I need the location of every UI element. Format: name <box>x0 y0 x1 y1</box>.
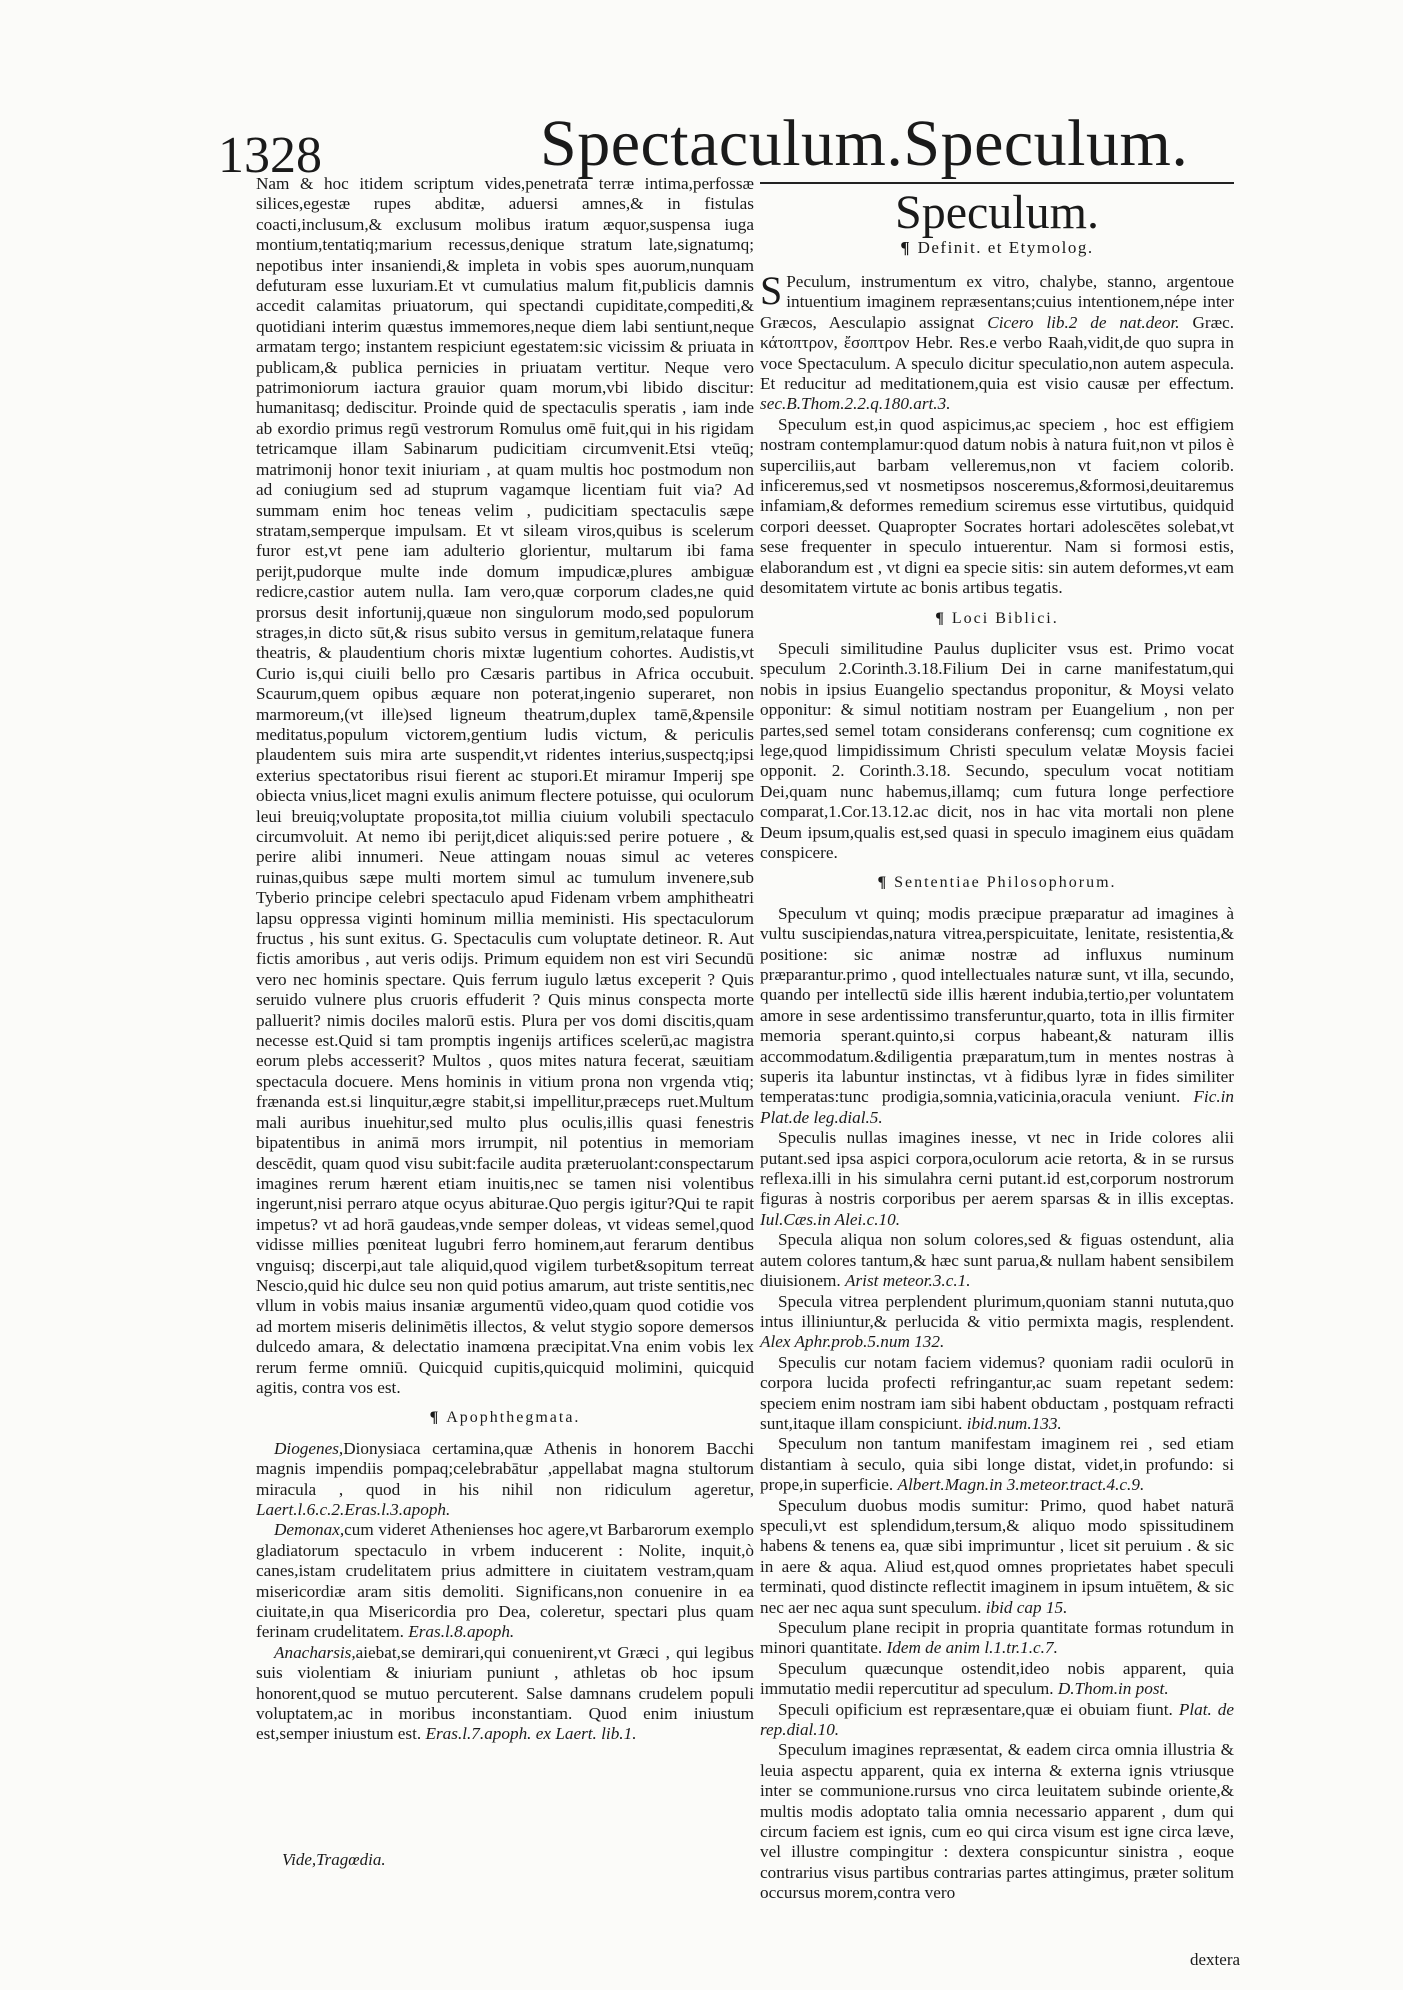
apophthegm-entry: Demonax,cum videret Athenienses hoc agere,vt Barbarorum exemplo gladiatorum spectaculo in vrbem inducerent : Nolite, inquit,ò canes,istam crudelitatem prius admittere in ciuitatem vestram,quam misericordiæ aram sitis demoliti. Significans,non conuenire in ea ciuitate,in qua Misericordia pro Dea, coleretur, spectari plus quam ferinam crudelitatem. Eras.l.8.apoph. <box>256 1520 754 1642</box>
definitio-paragraph: S Peculum, instrumentum ex vitro, chalybe, stanno, argentoue intuentium imaginem repræsentans;cuius intentionem,népe inter Græcos, Aesculapio assignat Cicero lib.2 de nat.deor. Græc. κάτοπτρον, ἔσοπτρον Hebr. Res.e verbo Raah,vidit,de quo supra in voce Spectaculum. A speculo dicitur speculatio,non autem aspecula. Et reducitur ad meditationem,quia est visio causæ per effectum. sec.B.Thom.2.2.q.180.art.3. <box>760 268 1234 414</box>
left-column <box>256 174 754 1745</box>
pilcrow-icon: ¶ <box>900 238 910 257</box>
spectaculum-paragraph: Nam & hoc itidem scriptum vides,penetrata terræ intima,perfossæ silices,egestæ rupes abditæ, aduersi amnes,& in fistulas coacti,inclusum,& exclusum molibus iratum æquor,suspensa iuga montium,tentatiq;marium recessus,denique stratum late,signatumq; nepotibus inter insaniendi,& impleta in vobis spes auorum,nunquam defuturam esse luxuriam.Et vt cumulatius malum fit,publicis damnis accedit calamitas priuatorum, qui spectandi cupiditate,compediti,& quotidiani interim quæstus immemores,neque diem labi sentiunt,neque armatam tergo; instantem respiciunt egestatem:sic vicissim & priuata in publicam,& publica pernicies in priuatam vertitur. Neque vero patrimoniorum iactura grauior quam morum,vbi libido discitur: humanitasq; dediscitur. Proinde quid de spectaculis speratis , iam inde ab exordio primus regū vestrorum Romulus omē fuit,qui in his rigidam tetricamque illam Sabinarum pudicitiam circumvenit.Etsi vteūq; matrimonij honor texit iniuriam , at quam multis hoc postmodum non ad coniugium sed ad stuprum vagamque licentiam fuit via? Ad summam enim hoc teneas velim , pudicitiam spectaculis sæpe stratam,semperque impulsam. Et vt sileam viros,quibus is scelerum furor est,vt pene iam adulterio glorientur, multarum ibi fama perijt,pudorque multe inde domum impudicæ,plures ambiguæ redicre,castior autem nulla. Iam vero,quæ corporum clades,ne quid prorsus desit infortunij,quæue non singulorum modo,sed populorum strages,in dicto sūt,& risus subito versus in gemitum,relataque funera theatris, & plaudentium choris mixtæ lugentium cohortes. Audistis,vt Curio is,qui ciuili bello pro Cæsaris partibus in Africa occubuit. Scaurum,quem opibus æquare non poterat,ingenio superaret, non marmoreum,(vt ille)sed ligneum theatrum,duplex tamē,&pensile meditatus,populum victorem,gentium ludis victum, & periculis plaudentem suis mira arte suspendit,vt ridentes interius,suspectq;ipsi exterius spectatoribus risui fierent ac stupori.Et miramur Imperij spe obiecta vnius,licet magni exulis animum flectere potuisse, qui oculorum leui breuiq;voluptate proposita,tot millia ciuium volubili spectaculo circumvoluit. At nemo ibi perijt,dicet aliquis:sed perire potuere , & perire alibi innumeri. Neue attingam nouas simul ac veteres ruinas,quibus sæpe multi mortem simul ac tumulum invenere,sub Tyberio principe celebri spectaculo apud Fidenam vrbem amphitheatri lapsu oppressa viginti hominum millia meministi. His spectaculorum fructus , his sunt exitus. G. Spectaculis cum voluptate detineor. R. Aut fictis amoribus , aut veris odijs. Primum equidem non est viri Secundū vero nec hominis spectare. Quis ferrum iugulo lætus exceperit ? Quis seruido vulnere plus cruoris effuderit ? Quis minus conspecta morte palluerit? nimis dociles malorū estis. Plura per vos domi discitis,quam necesse est.Quid si tam promptis ingenijs artifices scelerū,ac magistra eorum plebs accesserit? Multos , quos mites natura fecerat, sæuitiam spectacula docuere. Mens hominis in vitium prona non vrgenda vtiq; frænanda est.si linquitur,ægre stabit,si impellitur,præceps ruet.Multum mali auribus inuehitur,sed multo plus oculis,illis quasi fenestris bipatentibus in animā mors irrumpit, nil potentius in memoriam descēdit, quam quod visu subit:facile audita præteruolant:conspectarum imagines rerum hærent etiam inuitis,nec se tamen nisi volentibus ingerunt,nisi perraro atque ocyus abiturae.Quo pergis igitur?Qui te rapit impetus? vt ad horā gaudeas,vnde semper doleas, vt videas semel,quod vidisse millies pœniteat lugubri ferro hominem,aut ferarum dentibus vnguisq; discerpi,aut tale aliquid,quod vigilem turbet&sopitum terreat Nescio,quid hic dulce seu non quid potius amarum, aut triste sentitis,nec vllum in vobis maius insaniæ argumentū video,quam quod cotidie vos ad mortem miseris delinimētis illectos, & velut stygio sopore demersos dulcedo amara, & delectatio inamœna præcipitat.Vna enim vobis lex rerum ferme omniū. Quicquid cupitis,quicquid molimini, quicquid agitis, contra vos est. <box>256 174 754 1397</box>
sententia-entry: Speculis cur notam faciem videmus? quoniam radii oculorū in corpora lucida profecti refringantur,ac suam repetant sedem: speciem enim nostram iam sibi habent obductam , postquam refracti sunt,itaque illam conspiciunt. ibid.num.133. <box>760 1352 1234 1433</box>
page-number: 1328 <box>218 127 322 184</box>
philosophorum-heading: ¶ Sententiae Philosophorum. <box>877 874 1117 892</box>
sententia-entry: Speculi opificium est repræsentare,quæ ei obuiam fiunt. Plat. de rep.dial.10. <box>760 1699 1234 1740</box>
sententia-entry: Speculis nullas imagines inesse, vt nec in Iride colores alii putant.sed ipsa aspici corpora,oculorum acie retorta, & in se rursus reflexa.illi in his simulahra cerni putant.id est,corporum nostrorum figuras à nostris corporibus per aerem sparsas & in illis exceptas. Iul.Cæs.in Alei.c.10. <box>760 1128 1234 1229</box>
apophthegm-entry: Anacharsis,aiebat,se demirari,qui conuenirent,vt Græci , qui legibus suis violentiam & iniuriam puniunt , athletas ob hoc ipsum honorent,quod se mutuo percuterent. Salse damnans crudelem populi voluptatem,ac in moribus inconstantiam. Quod enim iniustum est,semper iniustum est. Eras.l.7.apoph. ex Laert. lib.1. <box>256 1642 754 1744</box>
sententia-entry: Speculum duobus modis sumitur: Primo, quod habet naturā speculi,vt est splendidum,tersum,& aliquo modo spissitudinem habens & tenens ea, quæ sibi imprimuntur , licet sit peruium . & sic in aere & aqua. Aliud est,quod omnes proprietates habet speculi terminati, quod distincte reflectit imaginem in ipsum intuētem, & sic nec aer nec aqua sunt speculum. ibid cap 15. <box>760 1495 1234 1617</box>
definitio-heading: ¶ Definit. et Etymolog. <box>900 238 1094 257</box>
sententia-entry: Specula aliqua non solum colores,sed & figuas ostendunt, alia autem colores tantum,& hæc sunt parua,& nullam habent sensibilem diuisionem. Arist meteor.3.c.1. <box>760 1230 1234 1291</box>
sententia-entry: Speculum plane recipit in propria quantitate formas rotundum in minori quantitate. Idem de anim l.1.tr.1.c.7. <box>760 1618 1234 1658</box>
sententia-entry: Speculum vt quinq; modis præcipue præparatur ad imagines à vultu suscipiendas,natura vitrea,perspicuitate, lenitate, resistentia,& positione: sic animæ nostræ ad influxus numinum præparantur.primo , quod intellectuales naturæ sunt, vt illa, secundo, quando per intellectū side illis hærent indubia,tertio,per voluntatem amore in sese ardentissimo transferuntur,quarto, tota in illis firmiter memoria sperant.quinto,si corpus habeant,& naturam illis accommodatum.&diligentia præparatum,tum in mentes nostras à superis ita labuntur instinctas, vt à fidibus lyræ in fides similiter temperatas:tunc prodigia,somnia,vaticinia,oracula veniunt. Fic.in Plat.de leg.dial.5. <box>760 903 1234 1127</box>
sententia-entry: Specula vitrea perplendent plurimum,quoniam stanni nututa,quo intus illiniuntur,& perlucida & vitio permixta magis, resplendent. Alex Aphr.prob.5.num 132. <box>760 1291 1234 1352</box>
apophthegm-entry: Diogenes,Dionysiaca certamina,quæ Athenis in honorem Bacchi magnis impendiis pompaq;celebrabātur ,appellabat magna stultorum miracula , quod in his nihil non ridiculum ageretur, Laert.l.6.c.2.Eras.l.3.apoph. <box>256 1438 754 1519</box>
pilcrow-icon: ¶ <box>429 1409 439 1427</box>
sententia-entry: Speculum non tantum manifestam imaginem rei , sed etiam distantiam à seculo, quia sibi longe distat, videt,in profundo: si prope,in superficie. Albert.Magn.in 3.meteor.tract.4.c.9. <box>760 1434 1234 1495</box>
definitio-paragraph: Speculum est,in quod aspicimus,ac speciem , hoc est effigiem nostram contemplamur:quod datum nobis à natura fuit,non vt pilos è superciliis,aut barbam velleremus,non vt faciem colorib. inficeremus,sed vt nosmetipsos nosceremus,&formosi,deuitaremus infamiam,& deformes remedium sciremus esse virtutibus, quidquid corpori deesset. Quapropter Socrates hortari adolescētes solebat,vt sese frequenter in speculo intuerentur. Nam si formosi estis, elaborandum est , vt digni ea specie sitis: sin autem deformes,vt eam desomitatem virtute ac bonis artibus tegatis. <box>760 414 1234 598</box>
pilcrow-icon: ¶ <box>935 609 944 627</box>
sententia-entry: Speculum quæcunque ostendit,ideo nobis apparent, quia immutatio medii repercutitur ad speculum. D.Thom.in post. <box>760 1658 1234 1699</box>
biblici-paragraph: Speculi similitudine Paulus dupliciter vsus est. Primo vocat speculum 2.Corinth.3.18.Filium Dei in carne manifestatum,qui nobis in ipsius Euangelio spectandus proponitur, & Moysi velato opponitur: & simul notitiam nostram per Euangelium , non per partes,sed semel totam considerans conferensq; cum cognitione ex lege,quod limpidissimum Christi speculum velatæ Moysis faciei opponit. 2. Corinth.3.18. Secundo, speculum vocat notitiam Dei,quam nunc habemus,illamq; cum futura longe perfectiore comparat,1.Cor.13.12.ac dicit, nos in hac vita mortali non plene Deum ipsum,qualis est,sed quasi in speculo imaginem eius quādam conspicere. <box>760 638 1234 862</box>
dropcap-s: S <box>760 268 783 313</box>
catchword-left: Vide,Tragœdia. <box>282 1850 386 1869</box>
pilcrow-icon: ¶ <box>877 874 887 892</box>
catchword-right: dextera <box>1190 1950 1241 1969</box>
right-column <box>760 268 1234 1904</box>
column-rule <box>760 182 1234 184</box>
running-head: Spectaculum.Speculum. <box>540 107 1189 180</box>
speculum-title: Speculum. <box>895 186 1099 239</box>
sententia-entry: Speculum imagines repræsentat, & eadem circa omnia illustria & leuia aspectu apparent, quia ex interna & externa ignis vtriusque inter se communione.rursus vno circa leuitatem subinde oriente,& multis modis adoptato talia omnia necessario apparent , dum qui circum faciem est ignis, cum eo qui circa visum est igne circa læve, vel illustre compingitur : dextera conspicuntur sinistra , eoque contrarius visus partibus contrarias partes attingimus, præter solitum occursus morem,contra vero <box>760 1740 1234 1903</box>
biblici-heading: ¶ Loci Biblici. <box>935 609 1059 627</box>
apophthegmata-heading: ¶ Apophthegmata. <box>429 1409 581 1427</box>
